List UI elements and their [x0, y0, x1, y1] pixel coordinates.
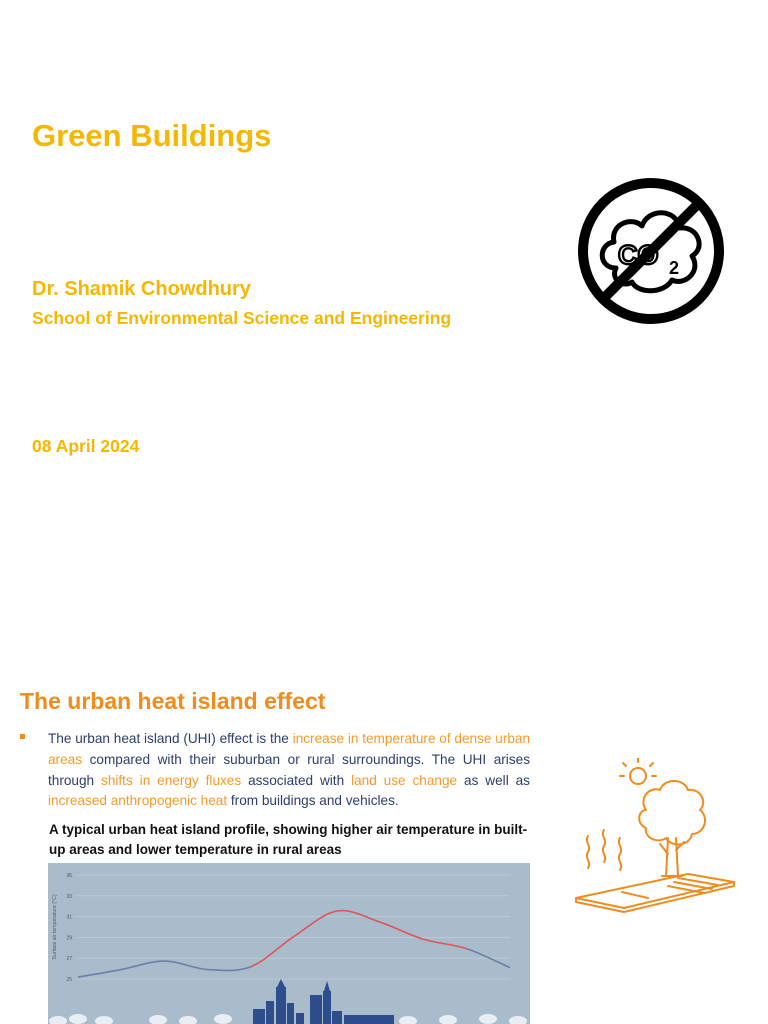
bullet-text-segment: compared with their suburban or rural surroundings. The UHI arises through: [48, 751, 530, 788]
sun-icon: [630, 768, 646, 784]
pavement-lines: [622, 878, 718, 898]
school-name: School of Environmental Science and Engineering: [32, 308, 452, 328]
building: [296, 1013, 304, 1024]
no-co2-icon: [576, 176, 726, 326]
heat-waves: [587, 830, 621, 870]
bullet-text-segment: from buildings and vehicles.: [227, 793, 399, 809]
uhi-slide: [0, 660, 768, 1024]
bullet-text-segment: as well as: [457, 772, 530, 788]
co2-text: CO: [618, 240, 659, 270]
slide-heading: The urban heat island effect: [20, 688, 326, 714]
y-tick-label: 33: [66, 893, 72, 900]
y-tick-label: 27: [66, 956, 72, 963]
presentation-date: 08 April 2024: [32, 436, 140, 456]
chart-background: [48, 863, 530, 1024]
co2-subscript: 2: [669, 258, 680, 278]
y-tick-label: 31: [66, 914, 72, 921]
uhi-profile-chart: [48, 863, 530, 1024]
bullet-text-segment: The urban heat island (UHI) effect is the: [48, 731, 293, 746]
building: [276, 987, 286, 1024]
chart-caption: A typical urban heat island profile, showing higher air temperature in built-up areas and lower temperature in rural areas: [49, 822, 528, 857]
highlight-text: increase in temperature of dense urban areas: [48, 731, 531, 767]
y-tick-label: 29: [66, 935, 72, 942]
tree-silhouette: [69, 1014, 87, 1024]
urban-tree-heat-icon: [568, 758, 738, 923]
slide-title: Green Buildings: [32, 118, 272, 153]
building: [287, 1003, 294, 1024]
tree-silhouette: [479, 1014, 497, 1024]
highlight-text: increased anthropogenic heat: [48, 793, 228, 809]
pavement-slab: [576, 874, 734, 912]
y-tick-label: 25: [66, 977, 72, 983]
y-tick-label: 36: [66, 873, 72, 879]
tree-crown: [639, 781, 705, 844]
author-name: Dr. Shamik Chowdhury: [32, 278, 251, 300]
building: [253, 1009, 265, 1024]
highlight-text: shifts in energy fluxes: [101, 772, 242, 788]
building: [310, 995, 322, 1024]
building: [344, 1015, 394, 1024]
y-axis-label: Surface air temperature (°C): [52, 894, 58, 960]
tree-silhouette: [214, 1014, 232, 1024]
bullet-marker: [20, 734, 25, 739]
bullet-text-segment: associated with: [241, 772, 352, 788]
building: [266, 1001, 274, 1024]
bullet-paragraph: [48, 729, 530, 812]
building: [332, 1011, 342, 1024]
highlight-text: land use change: [351, 772, 458, 788]
building: [323, 991, 331, 1024]
